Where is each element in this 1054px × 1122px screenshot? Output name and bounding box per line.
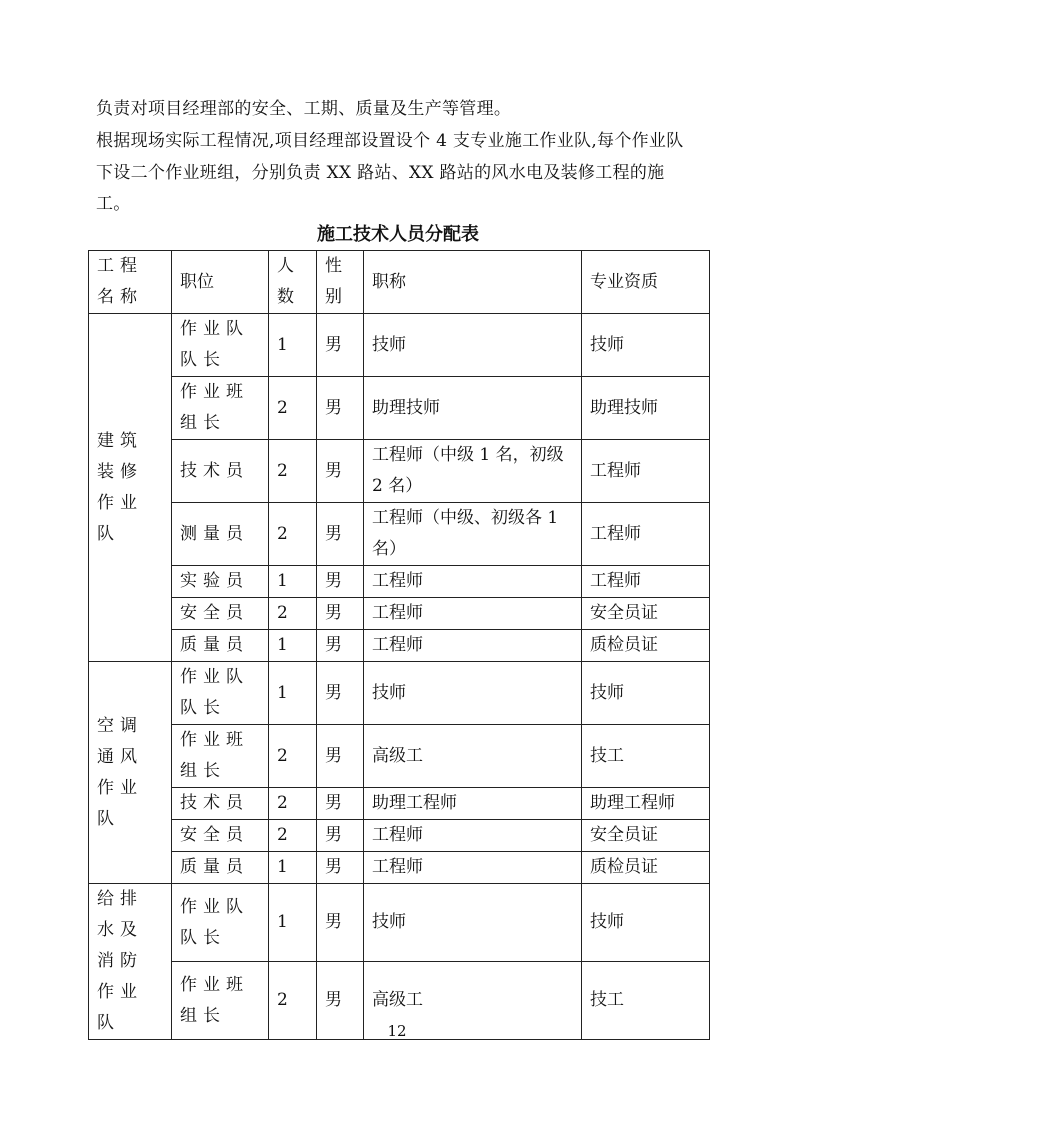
cell-count: 1 [269, 852, 317, 884]
cell-qualification: 安全员证 [582, 820, 710, 852]
table-row [89, 884, 710, 962]
table-row [89, 566, 710, 598]
cell-gender: 男 [317, 598, 364, 630]
cell-position: 作业队队长 [172, 662, 269, 725]
cell-qualification: 安全员证 [582, 598, 710, 630]
header-qualification: 专业资质 [582, 251, 710, 314]
cell-position: 质量员 [172, 630, 269, 662]
cell-title: 技师 [364, 662, 582, 725]
cell-qualification: 技师 [582, 884, 710, 962]
cell-qualification: 技师 [582, 662, 710, 725]
cell-title: 工程师 [364, 566, 582, 598]
table-row [89, 503, 710, 566]
cell-gender: 男 [317, 725, 364, 788]
cell-count: 1 [269, 884, 317, 962]
cell-count: 1 [269, 314, 317, 377]
header-title: 职称 [364, 251, 582, 314]
cell-gender: 男 [317, 820, 364, 852]
cell-team-name: 给排水及消防作业队 [89, 884, 172, 1040]
header-position: 职位 [172, 251, 269, 314]
cell-count: 2 [269, 788, 317, 820]
cell-count: 2 [269, 440, 317, 503]
cell-title: 高级工 [364, 962, 582, 1040]
cell-position: 作业班组长 [172, 377, 269, 440]
cell-title: 工程师（中级 1 名，初级 2 名） [364, 440, 582, 503]
cell-count: 1 [269, 566, 317, 598]
cell-qualification: 工程师 [582, 566, 710, 598]
cell-position: 作业班组长 [172, 962, 269, 1040]
cell-position: 技术员 [172, 440, 269, 503]
cell-count: 2 [269, 377, 317, 440]
cell-title: 工程师（中级、初级各 1 名） [364, 503, 582, 566]
cell-title: 助理技师 [364, 377, 582, 440]
cell-gender: 男 [317, 566, 364, 598]
table-row [89, 377, 710, 440]
table-header-row [89, 251, 710, 314]
cell-title: 工程师 [364, 820, 582, 852]
cell-team-name: 建筑装修作业队 [89, 314, 172, 662]
cell-gender: 男 [317, 884, 364, 962]
cell-count: 1 [269, 630, 317, 662]
header-gender: 性别 [317, 251, 364, 314]
cell-qualification: 质检员证 [582, 852, 710, 884]
cell-gender: 男 [317, 662, 364, 725]
cell-qualification: 质检员证 [582, 630, 710, 662]
cell-qualification: 技工 [582, 725, 710, 788]
cell-position: 安全员 [172, 598, 269, 630]
cell-title: 助理工程师 [364, 788, 582, 820]
cell-position: 实验员 [172, 566, 269, 598]
cell-count: 2 [269, 820, 317, 852]
cell-qualification: 工程师 [582, 440, 710, 503]
table-row [89, 820, 710, 852]
cell-qualification: 助理工程师 [582, 788, 710, 820]
cell-gender: 男 [317, 788, 364, 820]
table-row [89, 788, 710, 820]
cell-position: 作业队队长 [172, 884, 269, 962]
cell-gender: 男 [317, 314, 364, 377]
table-title: 施工技术人员分配表 [317, 224, 479, 245]
cell-count: 2 [269, 598, 317, 630]
cell-count: 2 [269, 503, 317, 566]
cell-count: 1 [269, 662, 317, 725]
table-row [89, 440, 710, 503]
cell-position: 安全员 [172, 820, 269, 852]
cell-qualification: 技师 [582, 314, 710, 377]
table-row [89, 630, 710, 662]
cell-gender: 男 [317, 852, 364, 884]
cell-title: 工程师 [364, 598, 582, 630]
cell-gender: 男 [317, 962, 364, 1040]
table-row [89, 852, 710, 884]
cell-position: 质量员 [172, 852, 269, 884]
cell-count: 2 [269, 962, 317, 1040]
table-row [89, 598, 710, 630]
cell-qualification: 助理技师 [582, 377, 710, 440]
table-row [89, 662, 710, 725]
table-row [89, 725, 710, 788]
table-row [89, 314, 710, 377]
cell-title: 工程师 [364, 630, 582, 662]
cell-gender: 男 [317, 503, 364, 566]
intro-paragraph-2: 根据现场实际工程情况,项目经理部设置设个 4 支专业施工作业队,每个作业队下设二个作业班组，分别负责 XX 路站、XX 路站的风水电及装修工程的施工。 [96, 131, 684, 214]
header-count: 人数 [269, 251, 317, 314]
cell-position: 测量员 [172, 503, 269, 566]
cell-gender: 男 [317, 440, 364, 503]
staff-allocation-table [88, 250, 710, 1040]
intro-paragraph-1: 负责对项目经理部的安全、工期、质量及生产等管理。 [96, 99, 512, 119]
cell-title: 高级工 [364, 725, 582, 788]
header-project-name: 工程名称 [89, 251, 172, 314]
page-number: 12 [387, 1022, 407, 1040]
cell-qualification: 技工 [582, 962, 710, 1040]
cell-position: 技术员 [172, 788, 269, 820]
table-body [89, 251, 710, 1040]
cell-team-name: 空调通风作业队 [89, 662, 172, 884]
cell-title: 技师 [364, 314, 582, 377]
cell-position: 作业班组长 [172, 725, 269, 788]
cell-title: 工程师 [364, 852, 582, 884]
cell-gender: 男 [317, 377, 364, 440]
cell-title: 技师 [364, 884, 582, 962]
cell-position: 作业队队长 [172, 314, 269, 377]
cell-gender: 男 [317, 630, 364, 662]
cell-qualification: 工程师 [582, 503, 710, 566]
cell-count: 2 [269, 725, 317, 788]
